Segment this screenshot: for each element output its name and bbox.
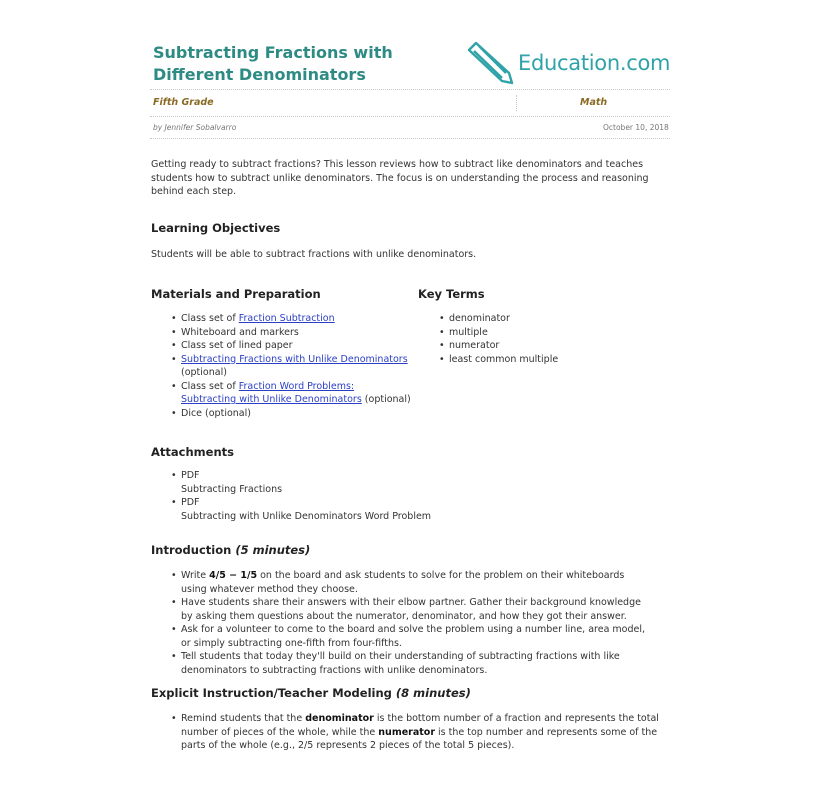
author-label: by Jennifer Sobalvarro (153, 123, 237, 132)
list-item: • Class set of Fraction Subtraction (171, 312, 416, 326)
meta-top-rule (150, 89, 670, 90)
meta-bottom-rule (150, 138, 670, 139)
meta-divider (516, 95, 517, 111)
objectives-heading: Learning Objectives (151, 221, 281, 235)
word-problems-link[interactable]: Fraction Word Problems: (238, 380, 355, 392)
materials-heading: Materials and Preparation (151, 287, 321, 301)
date-label: October 10, 2018 (603, 123, 669, 132)
list-item: • Tell students that today they'll build on their understanding of subtracting fractions with like denominators to subtracting fractions with unlike denominators. (171, 650, 649, 677)
list-item: • Write 4/5 − 1/5 on the board and ask students to solve for the problem on their whiteboards using whatever method they choose. (171, 569, 649, 596)
introduction-list (171, 569, 649, 677)
logo-text: Education.com (518, 51, 671, 75)
intro-paragraph: Getting ready to subtract fractions? This lesson reviews how to subtract like denominators and teaches students how to subtract unlike denominators. The focus is on understanding the process and reasoning behind each step. (151, 159, 649, 197)
list-item: • Class set of lined paper (171, 339, 416, 353)
key-terms-heading: Key Terms (418, 287, 485, 301)
introduction-heading: Introduction (5 minutes) (151, 543, 311, 557)
list-item: • Class set of Fraction Word Problems: Subtracting with Unlike Denominators (optional) (171, 380, 416, 407)
materials-list (171, 312, 416, 420)
list-item: • Remind students that the denominator is the bottom number of a fraction and represents the total number of pieces of the whole, while the numerator is the top number and represents some of the parts of the whole (e.g., 2/5 represents 2 pieces of the total 5 pieces). (171, 712, 671, 753)
title-line-2: Different Denominators (153, 65, 366, 84)
grade-label: Fifth Grade (153, 97, 214, 108)
attachments-list (171, 469, 571, 523)
list-item: • least common multiple (439, 353, 659, 367)
pencil-logo-icon (466, 41, 516, 85)
word-problems-link-cont[interactable]: Subtracting with Unlike Denominators (181, 394, 362, 405)
list-item: • numerator (439, 339, 659, 353)
attachment-item[interactable]: • PDF Subtracting with Unlike Denominators Word Problem (171, 496, 571, 523)
list-item: • denominator (439, 312, 659, 326)
list-item: • Dice (optional) (171, 407, 416, 421)
key-terms-list (439, 312, 659, 366)
list-item: • Whiteboard and markers (171, 326, 416, 340)
fraction-subtraction-link[interactable]: Fraction Subtraction (238, 313, 335, 324)
meta-middle-rule (150, 116, 670, 117)
page-title (153, 42, 453, 86)
list-item: • Ask for a volunteer to come to the board and solve the problem using a number line, area model, or simply subtracting one-fifth from four-fifths. (171, 623, 649, 650)
attachment-item[interactable]: • PDF Subtracting Fractions (171, 469, 571, 496)
list-item: • Subtracting Fractions with Unlike Denominators (optional) (171, 353, 416, 380)
list-item: • multiple (439, 326, 659, 340)
title-line-1: Subtracting Fractions with (153, 43, 393, 62)
list-item: • Have students share their answers with their elbow partner. Gather their background knowledge by asking them questions about the numerator, denominator, and how they got their answer. (171, 596, 649, 623)
education-com-logo[interactable] (466, 41, 670, 85)
subject-label: Math (580, 97, 608, 108)
objectives-text: Students will be able to subtract fractions with unlike denominators. (151, 249, 477, 260)
explicit-instruction-heading: Explicit Instruction/Teacher Modeling (8 minutes) (151, 686, 471, 700)
attachments-heading: Attachments (151, 445, 234, 459)
explicit-instruction-list (171, 712, 671, 753)
unlike-denominators-link[interactable]: Subtracting Fractions with Unlike Denominators (181, 353, 408, 365)
